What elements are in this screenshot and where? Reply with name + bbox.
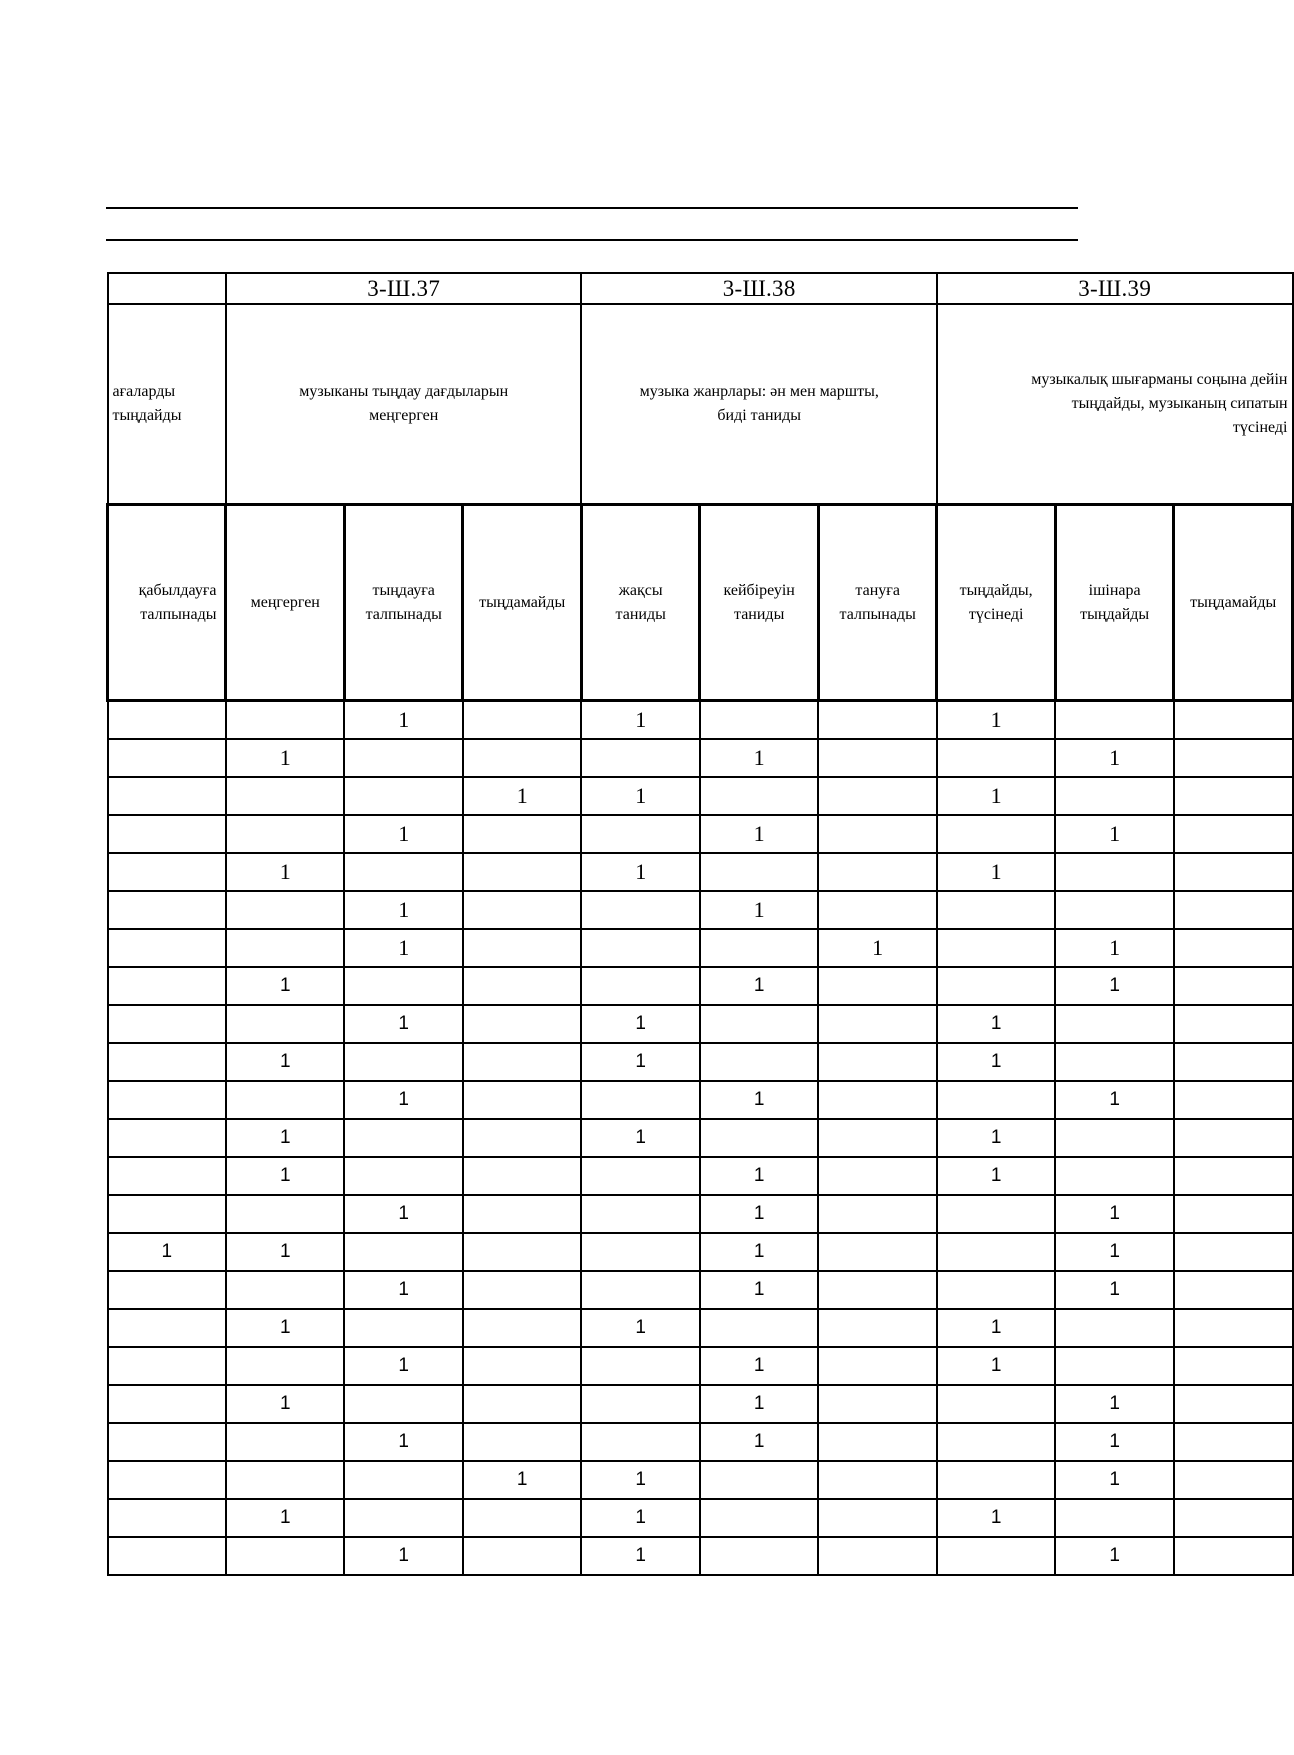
table-row [108, 1423, 1293, 1461]
column-label-row [108, 505, 1293, 701]
table-cell: 1 [937, 1119, 1055, 1157]
table-cell [581, 1347, 699, 1385]
table-cell: 1 [226, 1499, 344, 1537]
table-cell: 1 [344, 1271, 462, 1309]
table-cell [1055, 701, 1173, 740]
table-cell: 1 [108, 1233, 226, 1271]
table-cell: 1 [1055, 1233, 1173, 1271]
table-row [108, 777, 1293, 815]
table-cell [581, 1423, 699, 1461]
table-cell [581, 739, 699, 777]
table-cell: 1 [937, 853, 1055, 891]
table-cell: 1 [1055, 1271, 1173, 1309]
table-row [108, 967, 1293, 1005]
table-cell [463, 1309, 582, 1347]
column-label-cell [937, 505, 1055, 701]
table-cell [818, 1385, 937, 1423]
group-code: 3-Ш.38 [581, 273, 936, 304]
table-cell [818, 701, 937, 740]
table-cell [108, 1499, 226, 1537]
table-cell: 1 [700, 1157, 818, 1195]
table-cell: 1 [344, 929, 462, 967]
table-cell [108, 1271, 226, 1309]
table-cell: 1 [226, 739, 344, 777]
table-cell [937, 967, 1055, 1005]
table-cell [700, 1043, 818, 1081]
table-cell [344, 1499, 462, 1537]
group-code: 3-Ш.37 [226, 273, 581, 304]
table-row [108, 1081, 1293, 1119]
table-cell [581, 1385, 699, 1423]
table-cell: 1 [937, 1309, 1055, 1347]
table-cell [463, 853, 582, 891]
table-cell: 1 [937, 1043, 1055, 1081]
table-cell: 1 [581, 1043, 699, 1081]
table-cell [818, 1347, 937, 1385]
table-cell: 1 [344, 1347, 462, 1385]
table-cell [818, 853, 937, 891]
table-cell [463, 1043, 582, 1081]
table-cell [700, 1537, 818, 1575]
table-cell: 1 [937, 1005, 1055, 1043]
table-cell [1055, 777, 1173, 815]
table-cell [226, 701, 344, 740]
group-code-empty [108, 273, 226, 304]
table-cell [463, 1347, 582, 1385]
table-row [108, 1461, 1293, 1499]
table-cell [226, 1271, 344, 1309]
table-cell [108, 1043, 226, 1081]
column-label: тануға талпынады [839, 581, 916, 623]
table-cell [344, 1119, 462, 1157]
table-cell [463, 1537, 582, 1575]
table-cell [463, 739, 582, 777]
table-cell [463, 1423, 582, 1461]
table-cell [1174, 929, 1293, 967]
table-cell [226, 929, 344, 967]
table-cell [344, 1043, 462, 1081]
table-cell [700, 1461, 818, 1499]
table-cell [1055, 853, 1173, 891]
table-cell: 1 [581, 1309, 699, 1347]
table-cell [108, 1347, 226, 1385]
table-cell: 1 [581, 1499, 699, 1537]
column-label-cell [1174, 505, 1293, 701]
table-cell [1174, 1119, 1293, 1157]
table-cell [1174, 1537, 1293, 1575]
table-cell [700, 777, 818, 815]
table-cell [344, 1157, 462, 1195]
table-cell: 1 [226, 1233, 344, 1271]
table-cell [108, 891, 226, 929]
table-row [108, 1195, 1293, 1233]
table-cell: 1 [700, 1195, 818, 1233]
column-label: тыңдамайды [479, 593, 566, 611]
table-cell: 1 [700, 1233, 818, 1271]
table-cell: 1 [344, 701, 462, 740]
table-cell [581, 967, 699, 1005]
table-cell [937, 1537, 1055, 1575]
table-cell [700, 1119, 818, 1157]
column-label: меңгерген [250, 593, 320, 611]
table-cell [108, 1081, 226, 1119]
column-label-cell [700, 505, 818, 701]
table-cell: 1 [1055, 739, 1173, 777]
column-label-cell [344, 505, 462, 701]
table-cell [1174, 1347, 1293, 1385]
table-cell: 1 [1055, 815, 1173, 853]
table-cell [818, 891, 937, 929]
table-cell [1174, 815, 1293, 853]
table-cell [581, 891, 699, 929]
table-row [108, 1347, 1293, 1385]
table-cell [818, 1271, 937, 1309]
column-label-cell [226, 505, 344, 701]
table-cell [108, 1423, 226, 1461]
table-cell [108, 1537, 226, 1575]
top-rule-1 [106, 207, 1078, 209]
table-cell [463, 929, 582, 967]
table-row [108, 1043, 1293, 1081]
table-cell: 1 [700, 815, 818, 853]
table-cell [818, 739, 937, 777]
table-cell [344, 1233, 462, 1271]
table-cell: 1 [700, 1423, 818, 1461]
table-cell [700, 1309, 818, 1347]
table-cell [818, 1005, 937, 1043]
table-cell [226, 1081, 344, 1119]
table-row [108, 1385, 1293, 1423]
column-label-cell [108, 505, 226, 701]
table-cell: 1 [344, 815, 462, 853]
table-cell: 1 [1055, 929, 1173, 967]
table-row [108, 701, 1293, 740]
table-cell [463, 1005, 582, 1043]
table-cell [818, 1043, 937, 1081]
table-cell [463, 1081, 582, 1119]
group-description: ағаларды тыңдайды [112, 383, 182, 424]
table-row [108, 1157, 1293, 1195]
table-cell [937, 1195, 1055, 1233]
table-row [108, 1499, 1293, 1537]
table-cell [344, 853, 462, 891]
table-cell [581, 1233, 699, 1271]
table-cell [226, 891, 344, 929]
table-row [108, 739, 1293, 777]
table-cell: 1 [937, 777, 1055, 815]
table-cell [108, 1461, 226, 1499]
group-description-row [108, 304, 1293, 505]
table-cell: 1 [226, 1385, 344, 1423]
table-cell [344, 1309, 462, 1347]
table-cell [463, 1195, 582, 1233]
column-label-cell [581, 505, 699, 701]
table-cell [108, 853, 226, 891]
table-cell: 1 [937, 701, 1055, 740]
table-cell [108, 929, 226, 967]
table-cell: 1 [1055, 1081, 1173, 1119]
table-cell [700, 1499, 818, 1537]
table-cell: 1 [700, 739, 818, 777]
table-cell: 1 [700, 1385, 818, 1423]
table-cell [818, 1499, 937, 1537]
table-cell [818, 1119, 937, 1157]
table-cell: 1 [344, 1081, 462, 1119]
table-cell: 1 [344, 1005, 462, 1043]
table-cell [344, 777, 462, 815]
group-description-cell [108, 304, 226, 505]
table-cell [818, 967, 937, 1005]
table-cell [937, 1385, 1055, 1423]
assessment-table-viewport [106, 272, 1288, 1612]
table-cell [581, 1157, 699, 1195]
table-cell [1174, 1157, 1293, 1195]
table-row [108, 1271, 1293, 1309]
table-cell [226, 777, 344, 815]
table-cell [1174, 1081, 1293, 1119]
table-cell [818, 1233, 937, 1271]
table-cell [1055, 891, 1173, 929]
table-cell [581, 1081, 699, 1119]
table-row [108, 1233, 1293, 1271]
table-cell [1174, 1233, 1293, 1271]
table-cell [1055, 1043, 1173, 1081]
table-cell: 1 [1055, 1385, 1173, 1423]
table-cell: 1 [226, 1119, 344, 1157]
table-cell [463, 967, 582, 1005]
table-cell: 1 [344, 1537, 462, 1575]
table-cell: 1 [226, 1309, 344, 1347]
table-cell: 1 [700, 967, 818, 1005]
table-cell: 1 [344, 1423, 462, 1461]
table-cell [818, 1081, 937, 1119]
table-cell [581, 929, 699, 967]
table-cell [581, 1195, 699, 1233]
table-cell [1174, 701, 1293, 740]
table-cell [1174, 1271, 1293, 1309]
table-cell [937, 891, 1055, 929]
table-cell: 1 [581, 777, 699, 815]
group-description-cell [226, 304, 581, 505]
table-cell [937, 1461, 1055, 1499]
table-cell: 1 [581, 701, 699, 740]
table-cell [581, 815, 699, 853]
table-cell: 1 [937, 1157, 1055, 1195]
table-cell [937, 815, 1055, 853]
table-cell [463, 701, 582, 740]
top-rule-2 [106, 239, 1078, 241]
table-cell: 1 [700, 1347, 818, 1385]
table-cell [937, 929, 1055, 967]
table-cell [463, 1157, 582, 1195]
table-cell [463, 815, 582, 853]
table-cell [1055, 1309, 1173, 1347]
table-cell: 1 [1055, 1195, 1173, 1233]
group-description: музыка жанрлары: ән мен маршты, биді таниды [639, 383, 879, 424]
table-cell [226, 1461, 344, 1499]
table-row [108, 1309, 1293, 1347]
table-cell [108, 815, 226, 853]
table-cell [1174, 1005, 1293, 1043]
column-label: тыңдамайды [1190, 593, 1277, 611]
table-row [108, 815, 1293, 853]
table-cell [937, 1081, 1055, 1119]
table-cell [108, 1385, 226, 1423]
table-cell [700, 701, 818, 740]
table-cell [937, 1423, 1055, 1461]
table-cell: 1 [818, 929, 937, 967]
group-description: музыкалық шығарманы соңына дейін тыңдайды, музыканың сипатын түсінеді [1031, 371, 1288, 436]
table-cell: 1 [581, 1119, 699, 1157]
table-cell: 1 [581, 853, 699, 891]
table-cell [108, 1005, 226, 1043]
column-label: тыңдайды, түсінеді [959, 581, 1033, 623]
table-cell [463, 1385, 582, 1423]
table-cell [226, 1347, 344, 1385]
group-description-cell [581, 304, 936, 505]
table-cell: 1 [700, 1271, 818, 1309]
column-label-cell [818, 505, 937, 701]
table-cell: 1 [937, 1499, 1055, 1537]
table-cell [463, 1119, 582, 1157]
table-cell [700, 853, 818, 891]
table-cell [344, 1385, 462, 1423]
table-cell [818, 1309, 937, 1347]
table-cell: 1 [226, 1157, 344, 1195]
table-row [108, 1119, 1293, 1157]
table-cell [818, 815, 937, 853]
column-label: ішінара тыңдайды [1080, 581, 1150, 623]
table-cell [108, 701, 226, 740]
table-row [108, 853, 1293, 891]
table-cell [1055, 1347, 1173, 1385]
column-label-cell [1055, 505, 1173, 701]
table-cell [1055, 1119, 1173, 1157]
group-description-cell [937, 304, 1293, 505]
table-cell: 1 [581, 1537, 699, 1575]
table-cell [463, 1233, 582, 1271]
table-cell [463, 1499, 582, 1537]
table-cell [1174, 1461, 1293, 1499]
table-cell [1174, 739, 1293, 777]
table-cell [1055, 1005, 1173, 1043]
table-cell [108, 1309, 226, 1347]
group-description: музыканы тыңдау дағдыларын меңгерген [299, 383, 509, 424]
table-cell [1055, 1157, 1173, 1195]
table-cell: 1 [463, 1461, 582, 1499]
table-cell [1174, 1309, 1293, 1347]
table-cell [818, 1195, 937, 1233]
table-cell: 1 [226, 853, 344, 891]
table-cell [818, 777, 937, 815]
table-cell: 1 [1055, 1537, 1173, 1575]
group-code-row [108, 273, 1293, 304]
column-label: кейбіреуін таниды [723, 581, 795, 623]
table-cell: 1 [700, 891, 818, 929]
column-label: жақсы таниды [615, 581, 666, 623]
table-row [108, 1537, 1293, 1575]
table-cell [226, 815, 344, 853]
table-cell: 1 [581, 1461, 699, 1499]
table-cell: 1 [1055, 1461, 1173, 1499]
table-cell [1174, 1385, 1293, 1423]
table-cell [818, 1537, 937, 1575]
table-cell [108, 739, 226, 777]
table-cell: 1 [344, 1195, 462, 1233]
table-row [108, 929, 1293, 967]
table-cell [108, 1195, 226, 1233]
assessment-table [106, 272, 1294, 1576]
group-code: 3-Ш.39 [937, 273, 1293, 304]
table-cell: 1 [937, 1347, 1055, 1385]
table-cell [700, 929, 818, 967]
table-row [108, 1005, 1293, 1043]
table-cell [818, 1461, 937, 1499]
table-cell [463, 1271, 582, 1309]
table-cell [108, 967, 226, 1005]
table-cell: 1 [700, 1081, 818, 1119]
table-cell [700, 1005, 818, 1043]
table-cell [1174, 1043, 1293, 1081]
table-cell [108, 777, 226, 815]
table-cell [818, 1423, 937, 1461]
table-cell [226, 1195, 344, 1233]
column-label: тыңдауға талпынады [365, 581, 442, 623]
table-cell [344, 1461, 462, 1499]
table-cell: 1 [226, 1043, 344, 1081]
table-cell [108, 1157, 226, 1195]
table-cell: 1 [344, 891, 462, 929]
table-cell [108, 1119, 226, 1157]
table-cell [226, 1537, 344, 1575]
table-cell [1174, 853, 1293, 891]
column-label: қабылдауға талпынады [138, 581, 217, 623]
table-cell [1055, 1499, 1173, 1537]
table-cell [226, 1005, 344, 1043]
table-cell: 1 [463, 777, 582, 815]
table-cell: 1 [1055, 967, 1173, 1005]
table-cell: 1 [581, 1005, 699, 1043]
table-cell: 1 [1055, 1423, 1173, 1461]
table-cell [1174, 777, 1293, 815]
table-cell [344, 739, 462, 777]
table-cell [1174, 1423, 1293, 1461]
column-label-cell [463, 505, 582, 701]
table-cell [226, 1423, 344, 1461]
table-cell [344, 967, 462, 1005]
table-cell [1174, 891, 1293, 929]
table-cell [937, 1233, 1055, 1271]
table-cell [1174, 1499, 1293, 1537]
table-cell [463, 891, 582, 929]
table-cell [937, 739, 1055, 777]
table-cell [1174, 1195, 1293, 1233]
table-cell [1174, 967, 1293, 1005]
table-cell: 1 [226, 967, 344, 1005]
table-cell [581, 1271, 699, 1309]
table-cell [818, 1157, 937, 1195]
table-row [108, 891, 1293, 929]
table-cell [937, 1271, 1055, 1309]
